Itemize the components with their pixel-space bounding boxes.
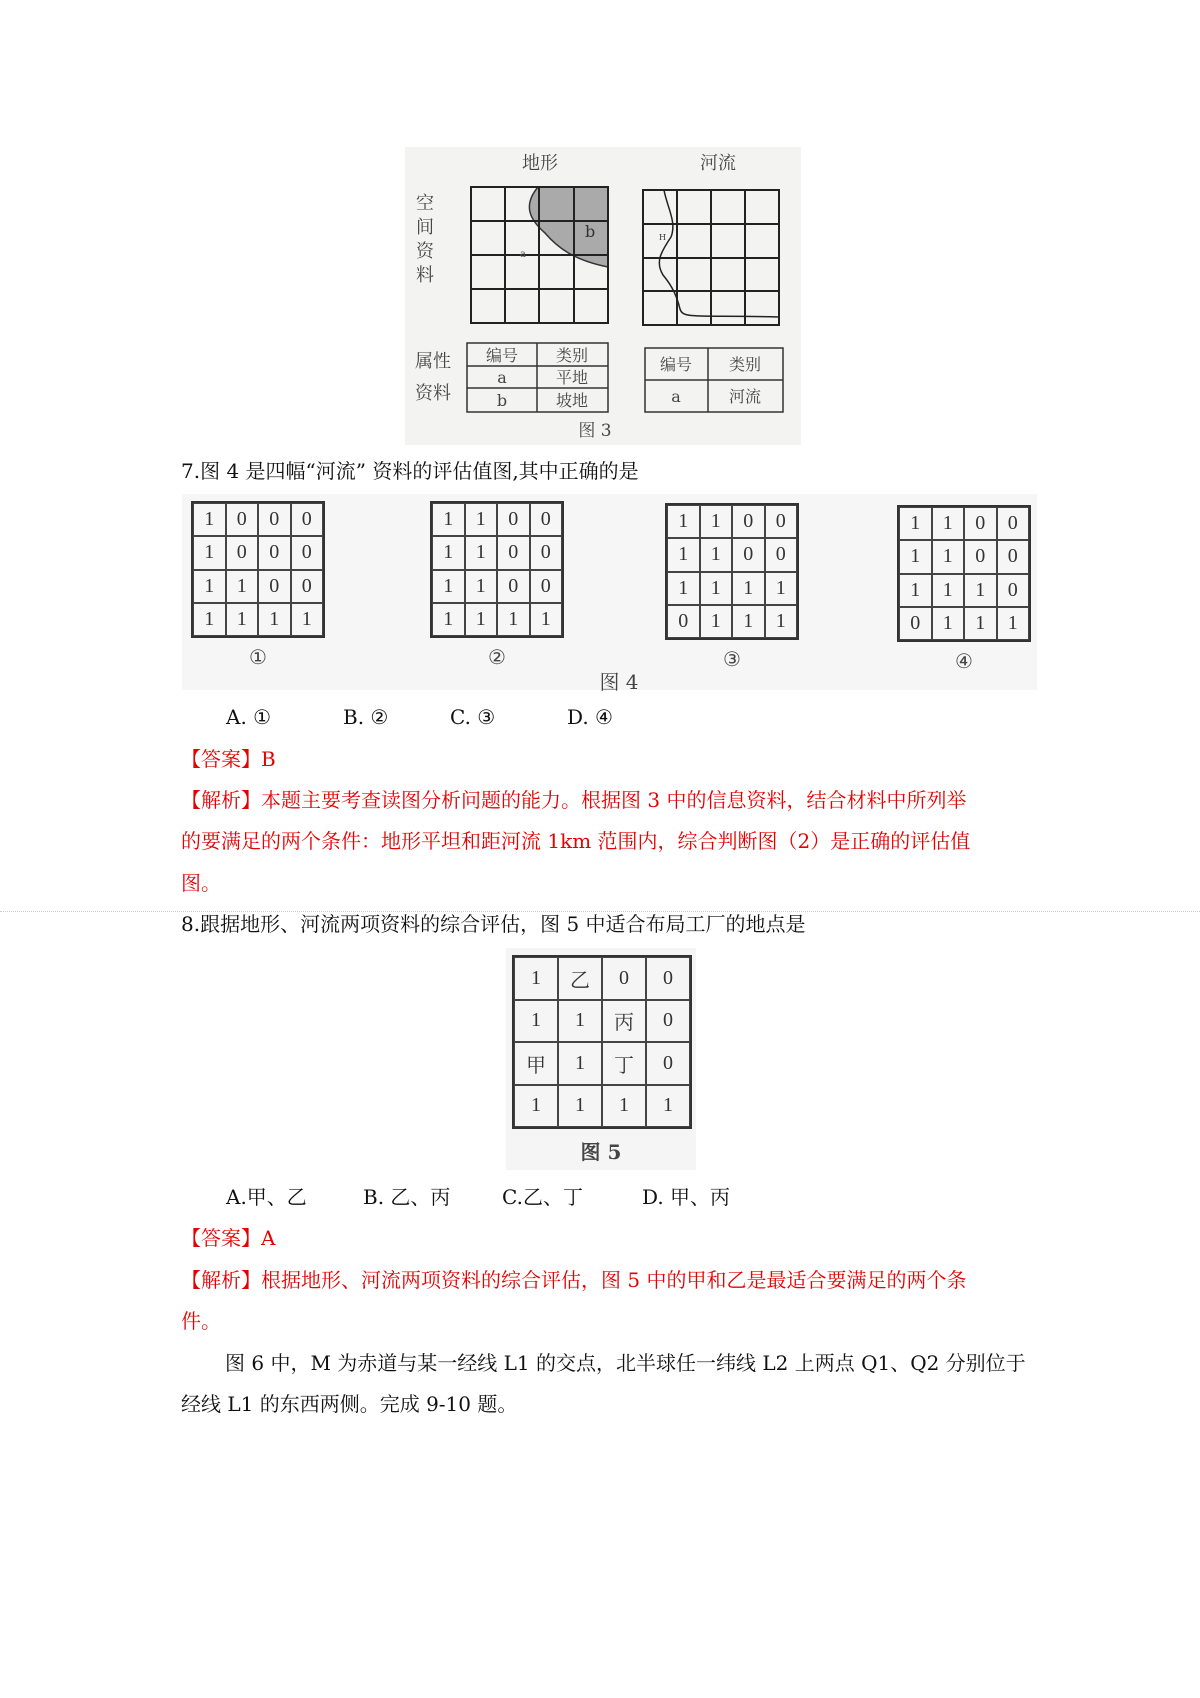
intro-paragraph-line: 图 6 中，M 为赤道与某一经线 L1 的交点，北半球任一纬线 L2 上两点 Q1、Q2 分别位于 [225, 1351, 1026, 1375]
terrain-table-cell: 坡地 [555, 391, 589, 410]
grid-cell: 1 [700, 538, 733, 571]
analysis-7-line: 【解析】本题主要考查读图分析问题的能力。根据图 3 中的信息资料，结合材料中所列举 [181, 788, 967, 812]
evaluation-grid [430, 501, 564, 638]
grid-cell: 1 [602, 1085, 646, 1128]
grid-cell: 1 [514, 1000, 558, 1043]
grid-cell: 1 [899, 574, 932, 607]
grid-cell: 1 [465, 603, 498, 636]
grid-cell: 1 [932, 574, 965, 607]
analysis-7-line: 图。 [181, 871, 221, 895]
grid-label: ② [488, 645, 506, 669]
grid-cell: 0 [732, 505, 765, 538]
grid-cell: 1 [932, 607, 965, 640]
grid-cell: 1 [226, 603, 259, 636]
figure-3-caption: 图 3 [578, 421, 612, 441]
option-b[interactable]: B. ② [343, 705, 389, 729]
answer-8: 【答案】A [181, 1226, 276, 1250]
grid-cell: 1 [765, 605, 798, 638]
grid-cell: 1 [465, 536, 498, 569]
grid-cell: 0 [226, 536, 259, 569]
grid-cell: 0 [646, 1042, 690, 1085]
grid-cell: 1 [432, 603, 465, 636]
grid-cell: 1 [932, 507, 965, 540]
evaluation-grid [665, 503, 799, 640]
spatial-label: 间 [416, 217, 434, 238]
terrain-table-cell: a [497, 368, 507, 387]
terrain-title: 地形 [522, 153, 558, 174]
evaluation-grid [897, 505, 1031, 642]
grid-cell: 0 [667, 605, 700, 638]
grid-cell: 0 [646, 957, 690, 1000]
grid-cell: 1 [964, 574, 997, 607]
analysis-8-line: 【解析】根据地形、河流两项资料的综合评估，图 5 中的甲和乙是最适合要满足的两个条 [181, 1268, 967, 1292]
terrain-table-cell: 平地 [555, 368, 589, 387]
grid-cell: 1 [932, 540, 965, 573]
grid-cell: 0 [497, 536, 530, 569]
river-table-header: 编号 [659, 355, 693, 374]
grid-cell: 0 [291, 570, 324, 603]
grid-cell: 0 [765, 505, 798, 538]
grid-cell: 1 [558, 1085, 602, 1128]
option-d[interactable]: D. ④ [567, 705, 613, 729]
grid-cell: 1 [667, 505, 700, 538]
grid-cell: 1 [899, 540, 932, 573]
grid-cell: 0 [602, 957, 646, 1000]
terrain-table-header: 编号 [485, 346, 519, 365]
grid-cell: 1 [258, 603, 291, 636]
grid-cell: 1 [193, 570, 226, 603]
grid-cell: 1 [226, 570, 259, 603]
grid-cell: 0 [291, 503, 324, 536]
grid-cell: 0 [258, 536, 291, 569]
grid-cell: 0 [899, 607, 932, 640]
grid-cell: 0 [530, 570, 563, 603]
grid-cell: 0 [646, 1000, 690, 1043]
grid-cell: 0 [997, 507, 1030, 540]
grid-cell: 1 [514, 957, 558, 1000]
grid-cell: 0 [497, 503, 530, 536]
grid-cell: 1 [465, 570, 498, 603]
option-a[interactable]: A.甲、乙 [226, 1185, 307, 1209]
river-table-header: 类别 [728, 355, 762, 374]
river-title: 河流 [700, 153, 736, 174]
grid-cell: 0 [497, 570, 530, 603]
grid-cell: 0 [226, 503, 259, 536]
river-table-cell: a [671, 387, 681, 406]
grid-cell: 0 [530, 503, 563, 536]
grid-cell: 0 [997, 540, 1030, 573]
figure-3 [405, 147, 801, 445]
grid-cell: 1 [667, 572, 700, 605]
figure-5-grid [512, 955, 692, 1129]
river-label: H [659, 233, 666, 242]
grid-cell: 1 [432, 570, 465, 603]
spatial-label: 空 [416, 193, 434, 214]
label-a: a [520, 249, 526, 260]
terrain-table-header: 类别 [555, 346, 589, 365]
grid-cell: 0 [291, 536, 324, 569]
question-8: 8.跟据地形、河流两项资料的综合评估，图 5 中适合布局工厂的地点是 [181, 912, 806, 936]
option-d[interactable]: D. 甲、丙 [642, 1185, 731, 1209]
grid-cell: 1 [964, 607, 997, 640]
figure-4-caption: 图 4 [599, 670, 639, 694]
grid-label: ④ [955, 649, 973, 673]
grid-cell: 1 [700, 505, 733, 538]
river-table-cell: 河流 [728, 387, 762, 406]
grid-cell: 0 [258, 570, 291, 603]
grid-cell: 1 [732, 572, 765, 605]
attr-label: 属性 [415, 351, 451, 372]
grid-cell: 1 [530, 603, 563, 636]
grid-cell: 0 [964, 507, 997, 540]
option-c[interactable]: C. ③ [450, 705, 496, 729]
grid-cell: 0 [732, 538, 765, 571]
grid-cell: 0 [765, 538, 798, 571]
grid-cell: 1 [432, 503, 465, 536]
grid-cell: 1 [193, 536, 226, 569]
grid-label: ③ [723, 647, 741, 671]
answer-7: 【答案】B [181, 747, 276, 771]
grid-cell: 1 [700, 605, 733, 638]
option-c[interactable]: C.乙、丁 [502, 1185, 583, 1209]
grid-cell: 1 [497, 603, 530, 636]
grid-cell: 1 [193, 603, 226, 636]
grid-cell: 1 [465, 503, 498, 536]
grid-cell: 1 [558, 1000, 602, 1043]
grid-cell: 甲 [514, 1042, 558, 1085]
grid-cell: 乙 [558, 957, 602, 1000]
option-b[interactable]: B. 乙、丙 [363, 1185, 451, 1209]
label-b: b [585, 222, 596, 241]
grid-cell: 1 [732, 605, 765, 638]
spatial-label: 料 [416, 265, 434, 286]
analysis-7-line: 的要满足的两个条件：地形平坦和距河流 1km 范围内，综合判断图（2）是正确的评估值 [181, 829, 971, 853]
figure-5-caption: 图 5 [580, 1140, 622, 1164]
grid-cell: 丁 [602, 1042, 646, 1085]
grid-cell: 1 [432, 536, 465, 569]
grid-cell: 1 [291, 603, 324, 636]
option-a[interactable]: A. ① [226, 705, 272, 729]
grid-label: ① [249, 645, 267, 669]
grid-cell: 1 [667, 538, 700, 571]
grid-cell: 1 [646, 1085, 690, 1128]
evaluation-grid [191, 501, 325, 638]
grid-cell: 1 [558, 1042, 602, 1085]
terrain-table-cell: b [496, 391, 508, 410]
grid-cell: 1 [997, 607, 1030, 640]
question-7: 7.图 4 是四幅“河流” 资料的评估值图,其中正确的是 [181, 459, 639, 483]
spatial-label: 资 [416, 241, 434, 262]
grid-cell: 1 [899, 507, 932, 540]
grid-cell: 1 [765, 572, 798, 605]
grid-cell: 1 [514, 1085, 558, 1128]
intro-paragraph-line: 经线 L1 的东西两侧。完成 9-10 题。 [181, 1392, 518, 1416]
grid-cell: 丙 [602, 1000, 646, 1043]
analysis-8-line: 件。 [181, 1309, 221, 1333]
grid-cell: 1 [193, 503, 226, 536]
grid-cell: 1 [700, 572, 733, 605]
grid-cell: 0 [997, 574, 1030, 607]
grid-cell: 0 [964, 540, 997, 573]
attr-label: 资料 [415, 383, 451, 404]
grid-cell: 0 [530, 536, 563, 569]
grid-cell: 0 [258, 503, 291, 536]
